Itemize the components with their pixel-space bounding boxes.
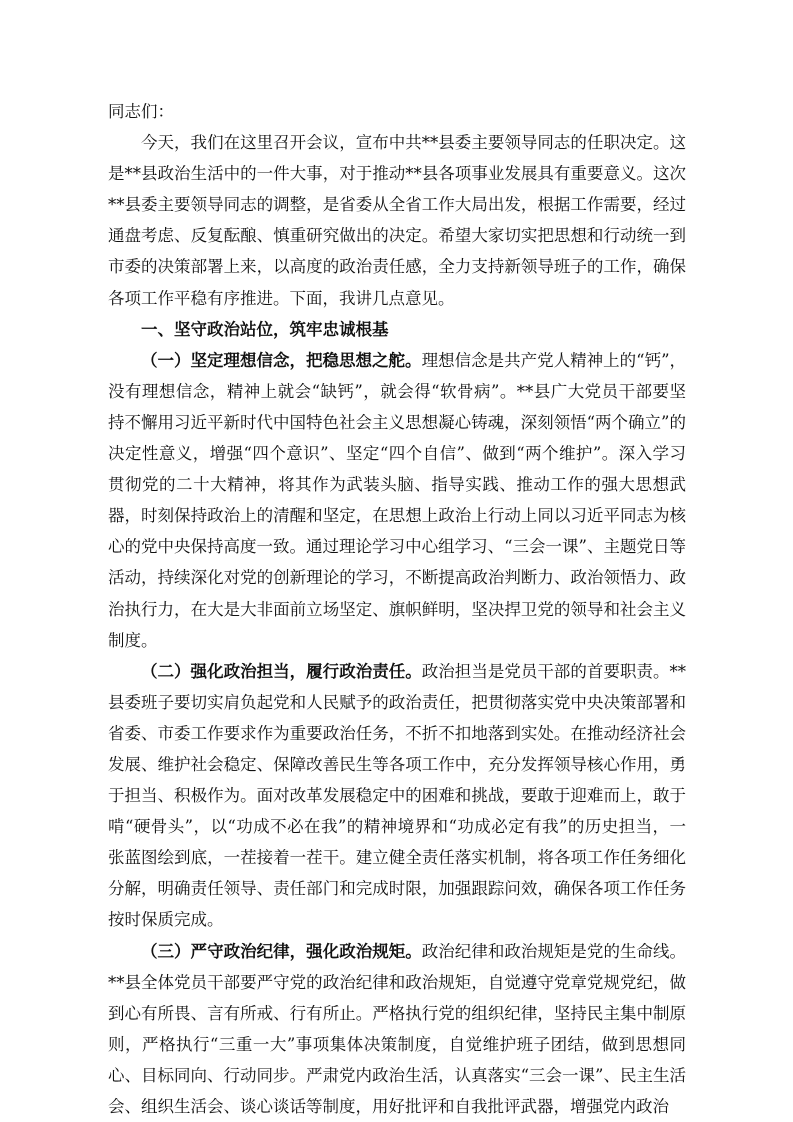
point-body-2: 政治担当是党员干部的首要职责。**县委班子要切实肩负起党和人民赋予的政治责任，把贯彻落实党中央决策部署和省委、市委工作要求作为重要政治任务，不折不扣地落到实处。在推动经济社会发展、维护社会稳定、保障改善民生等各项工作中，充分发挥领导核心作用，勇于担当、积极作为。面对改革发展稳定中的困难和挑战，要敢于迎难而上，敢于啃“硬骨头”，以“功成不必在我”的精神境界和“功成必定有我”的历史担当，一张蓝图绘到底，一茬接着一茬干。建立健全责任落实机制，将各项工作任务细化分解，明确责任领导、责任部门和完成时限，加强跟踪问效，确保各项工作任务按时保质完成。	[108, 661, 686, 930]
point-lead-1: （一）坚定理想信念，把稳思想之舵。	[141, 350, 422, 370]
document-page	[108, 96, 686, 1122]
intro-paragraph: 今天，我们在这里召开会议，宣布中共**县委主要领导同志的任职决定。这是**县政治生活中的一件大事，对于推动**县各项事业发展具有重要意义。这次**县委主要领导同志的调整，是省委从全省工作大局出发，根据工作需要，经过通盘考虑、反复酝酿、慎重研究做出的决定。希望大家切实把思想和行动统一到市委的决策部署上来，以高度的政治责任感，全力支持新领导班子的工作，确保各项工作平稳有序推进。下面，我讲几点意见。	[108, 133, 686, 308]
point-lead-3: （三）严守政治纪律，强化政治规矩。	[141, 941, 422, 961]
point-paragraph-3	[108, 936, 686, 1122]
point-body-3: 政治纪律和政治规矩是党的生命线。**县全体党员干部要严守党的政治纪律和政治规矩，自觉遵守党章党规党纪，做到心有所畏、言有所戒、行有所止。严格执行党的组织纪律，坚持民主集中制原则，严格执行“三重一大”事项集体决策制度，自觉维护班子团结，做到思想同心、目标同向、行动同步。严肃党内政治生活，认真落实“三会一课”、民主生活会、组织生活会、谈心谈话等制度，用好批评和自我批评武器，增强党内政治	[108, 941, 686, 1116]
point-paragraph-2	[108, 656, 686, 936]
point-lead-2: （二）强化政治担当，履行政治责任。	[141, 661, 422, 681]
salutation: 同志们：	[108, 102, 174, 121]
point-paragraph-1	[108, 345, 686, 656]
section-heading: 一、坚守政治站位，筑牢忠诚根基	[141, 319, 389, 339]
point-body-1: 理想信念是共产党人精神上的“钙”，没有理想信念，精神上就会“缺钙”，就会得“软骨病”。**县广大党员干部要坚持不懈用习近平新时代中国特色社会主义思想凝心铸魂，深刻领悟“两个确立”的决定性意义，增强“四个意识”、坚定“四个自信”、做到“两个维护”。深入学习贯彻党的二十大精神，将其作为武装头脑、指导实践、推动工作的强大思想武器，时刻保持政治上的清醒和坚定，在思想上政治上行动上同以习近平同志为核心的党中央保持高度一致。通过理论学习中心组学习、“三会一课”、主题党日等活动，持续深化对党的创新理论的学习，不断提高政治判断力、政治领悟力、政治执行力，在大是大非面前立场坚定、旗帜鲜明，坚决捍卫党的领导和社会主义制度。	[108, 350, 687, 650]
